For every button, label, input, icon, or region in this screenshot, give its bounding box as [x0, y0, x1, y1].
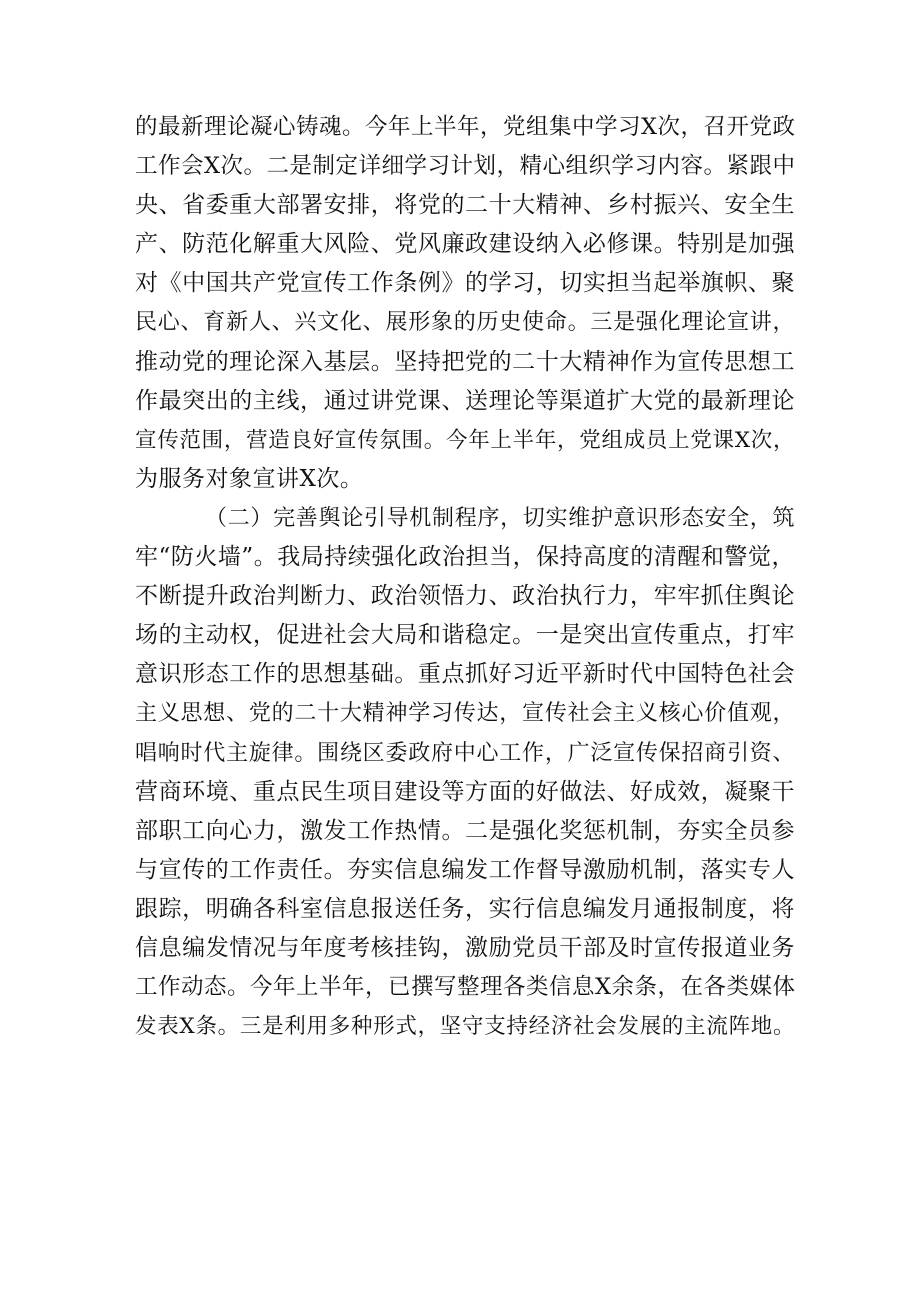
- document-body: [135, 108, 795, 1046]
- text-line: 发表X条。三是利用多种形式，坚守支持经济社会发展的主流阵地。: [135, 1014, 795, 1040]
- text-line: 宣传范围，营造良好宣传氛围。今年上半年，党组成员上党课X次，: [135, 427, 795, 453]
- text-line: 作最突出的主线，通过讲党课、送理论等渠道扩大党的最新理论: [135, 387, 795, 414]
- text-line: 场的主动权，促进社会大局和谐稳定。一是突出宣传重点，打牢: [135, 622, 795, 649]
- text-line: 信息编发情况与年度考核挂钩，激励党员干部及时宣传报道业务: [135, 934, 795, 961]
- text-line: 央、省委重大部署安排，将党的二十大精神、乡村振兴、安全生: [135, 192, 795, 219]
- text-line: 民心、育新人、兴文化、展形象的历史使命。三是强化理论宣讲，: [135, 310, 795, 336]
- text-line: 唱响时代主旋律。围绕区委政府中心工作，广泛宣传保招商引资、: [135, 740, 795, 766]
- text-line: 部职工向心力，激发工作热情。二是强化奖惩机制，夯实全员参: [135, 817, 795, 844]
- text-line: 产、防范化解重大风险、党风廉政建设纳入必修课。特别是加强: [135, 231, 795, 258]
- text-line: 对《中国共产党宣传工作条例》的学习，切实担当起举旗帜、聚: [135, 270, 795, 297]
- text-line: 牢“防火墙”。我局持续强化政治担当，保持高度的清醒和警觉，: [135, 544, 795, 571]
- text-line: 主义思想、党的二十大精神学习传达，宣传社会主义核心价值观，: [135, 701, 795, 727]
- text-line: 工作动态。今年上半年，已撰写整理各类信息X余条，在各类媒体: [135, 974, 796, 1001]
- text-line: 推动党的理论深入基层。坚持把党的二十大精神作为宣传思想工: [135, 348, 795, 375]
- text-line: 的最新理论凝心铸魂。今年上半年，党组集中学习X次，召开党政: [135, 114, 796, 140]
- text-line: 工作会X次。二是制定详细学习计划，精心组织学习内容。紧跟中: [135, 153, 796, 180]
- text-line: 意识形态工作的思想基础。重点抓好习近平新时代中国特色社会: [135, 661, 795, 688]
- text-line: 营商环境、重点民生项目建设等方面的好做法、好成效，凝聚干: [135, 778, 795, 805]
- text-line: 跟踪，明确各科室信息报送任务，实行信息编发月通报制度，将: [135, 895, 795, 922]
- text-line: 不断提升政治判断力、政治领悟力、政治执行力，牢牢抓住舆论: [135, 583, 795, 610]
- text-line: 为服务对象宣讲X次。: [135, 465, 364, 492]
- text-line: 与宣传的工作责任。夯实信息编发工作督导激励机制，落实专人: [135, 856, 795, 883]
- section-heading-line: （二）完善舆论引导机制程序，切实维护意识形态安全，筑: [205, 505, 795, 531]
